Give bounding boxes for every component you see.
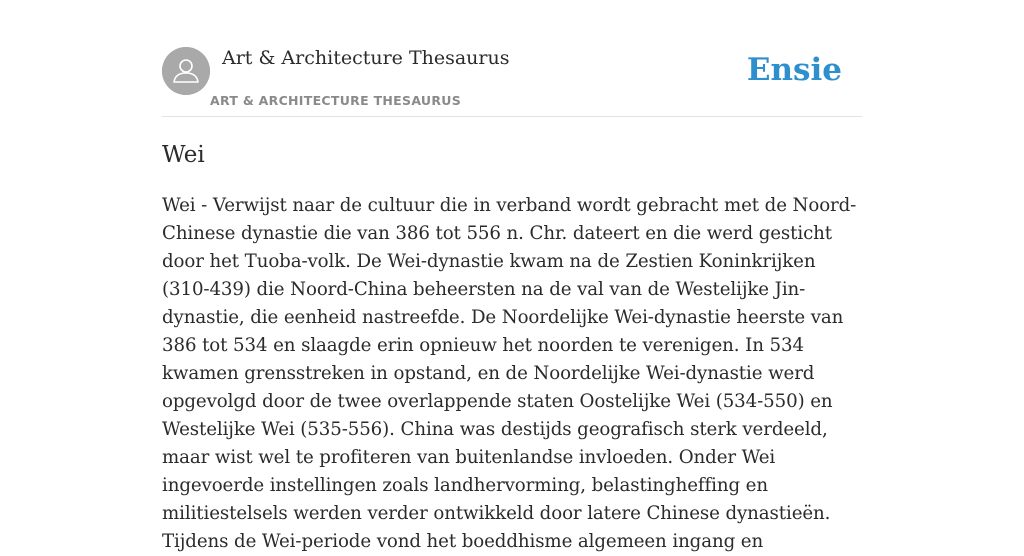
user-icon [162,47,210,95]
avatar[interactable] [162,47,210,95]
ensie-logo[interactable]: Ensie [746,52,842,88]
source-subtitle: ART & ARCHITECTURE THESAURUS [210,93,462,108]
source-title[interactable]: Art & Architecture Thesaurus [222,47,510,69]
entry-title: Wei [162,142,205,168]
entry-body: Wei - Verwijst naar de cultuur die in verband wordt gebracht met de Noord-Chinese dynastie die van 386 tot 556 n. Chr. dateert en die werd gesticht door het Tuoba-volk. De Wei-dynastie kwam na de Zestien Koninkrijken (310-439) die Noord-China beheersten na de val van de Westelijke Jin-dynastie, die eenheid nastreefde. De Noordelijke Wei-dynastie heerste van 386 tot 534 en slaagde erin opnieuw het noorden te verenigen. In 534 kwamen grensstreken in opstand, en de Noordelijke Wei-dynastie werd opgevolgd door de twee overlappende staten Oostelijke Wei (534-550) en Westelijke Wei (535-556). China was destijds geografisch sterk verdeeld, maar wist wel te profiteren van buitenlandse invloeden. Onder Wei ingevoerde instellingen zoals landhervorming, belastingheffing en militiestelsels werden verder ontwikkeld door latere Chinese dynastieën. Tijdens de Wei-periode vond het boeddhisme algemeen ingang en [162,195,857,552]
source-header [162,46,862,117]
